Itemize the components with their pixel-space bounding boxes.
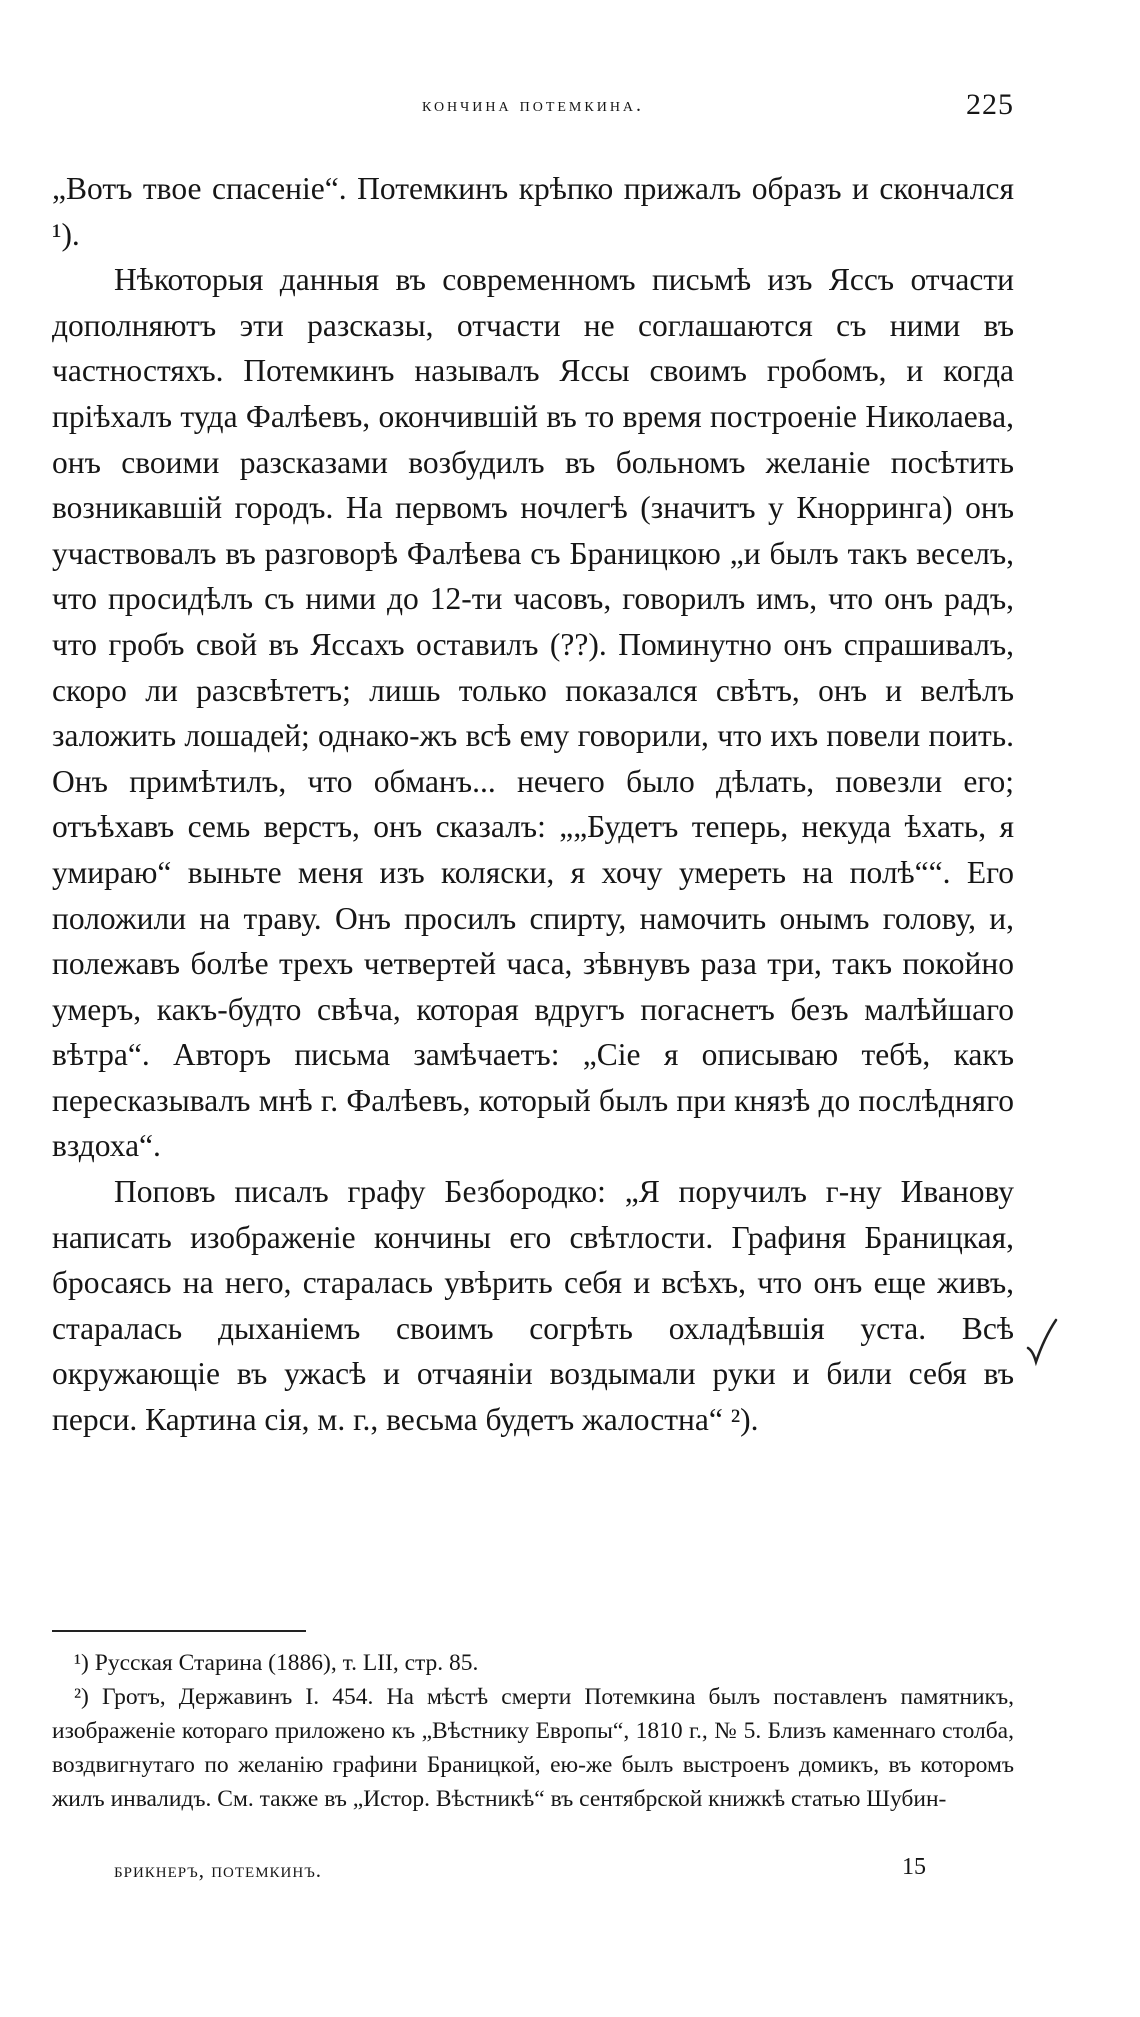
paragraph-1: „Вотъ твое спасеніе“. Потемкинъ крѣпко прижалъ образъ и скончался ¹). bbox=[52, 171, 1014, 252]
footnote-1: ¹) Русская Старина (1886), т. LII, стр. 85. bbox=[74, 1650, 479, 1676]
paragraph-2: Нѣкоторыя данныя въ современномъ письмѣ изъ Яссъ отчасти дополняютъ эти разсказы, отчасти не соглашаются съ ними въ частностяхъ. Потемкинъ называлъ Яссы своимъ гробомъ, и когда пріѣхалъ туда Фалѣевъ, окончившій въ то время построеніе Николаева, онъ своими разсказами возбудилъ въ больномъ желаніе посѣтить возникавшій городъ. На первомъ ночлегѣ (значитъ у Кнорринга) онъ участвовалъ въ разговорѣ Фалѣева съ Браницкою „и былъ такъ веселъ, что просидѣлъ съ ними до 12-ти часовъ, говорилъ имъ, что онъ радъ, что гробъ свой въ Яссахъ оставилъ (??). Поминутно онъ спрашивалъ, скоро ли разсвѣтетъ; лишь только показался свѣтъ, онъ и велѣлъ заложить лошадей; однако-жъ всѣ ему говорили, что ихъ повели поить. Онъ примѣтилъ, что обманъ... нечего было дѣлать, повезли его; отъѣхавъ семь верстъ, онъ сказалъ: „„Будетъ теперь, некуда ѣхать, я умираю“ выньте меня изъ коляски, я хочу умереть на полѣ““. Его положили на траву. Онъ просилъ спирту, намочить онымъ голову, и, полежавъ болѣе трехъ четвертей часа, зѣвнувъ раза три, такъ покойно умеръ, какъ-будто свѣча, которая вдругъ погаснетъ безъ малѣйшаго вѣтра“. Авторъ письма замѣчаетъ: „Сіе я описываю тебѣ, какъ пересказывалъ мнѣ г. Фалѣевъ, который былъ при князѣ до послѣдняго вздоха“. bbox=[52, 262, 1014, 1164]
running-title: кончина потемкина. bbox=[421, 94, 645, 116]
main-text bbox=[52, 166, 1014, 1443]
paragraph-3: Поповъ писалъ графу Безбородко: „Я поручилъ г-ну Иванову написать изображеніе кончины его свѣтлости. Графиня Браницкая, бросаясь на него, старалась увѣрить себя и всѣхъ, что онъ еще живъ, старалась дыханіемъ своимъ согрѣть охладѣвшія уста. Всѣ окружающіе въ ужасѣ и отчаяніи воздымали руки и били себя въ перси. Картина сія, м. г., весьма будетъ жалостна“ ²). bbox=[52, 1174, 1014, 1438]
sheet-number: 15 bbox=[902, 1854, 926, 1880]
signature-line bbox=[52, 1854, 1014, 1888]
footnotes bbox=[52, 1646, 1014, 1816]
footnote-2: ²) Гротъ, Державинъ I. 454. На мѣстѣ смерти Потемкина былъ поставленъ памятникъ, изображеніе котораго приложено къ „Вѣстнику Европы“, 1810 г., № 5. Близъ каменнаго столба, воздвигнутаго по желанію графини Браницкой, ею-же былъ выстроенъ домикъ, въ которомъ жилъ инвалидъ. См. также въ „Истор. Вѣстникѣ“ въ сентябрской книжкѣ статью Шубин- bbox=[52, 1684, 1014, 1812]
footnote-rule bbox=[52, 1630, 306, 1632]
printer-signature: брикнеръ, потемкинъ. bbox=[114, 1858, 323, 1882]
margin-checkmark-icon bbox=[1024, 1318, 1060, 1373]
running-head bbox=[52, 88, 1014, 128]
page-number: 225 bbox=[966, 88, 1014, 121]
